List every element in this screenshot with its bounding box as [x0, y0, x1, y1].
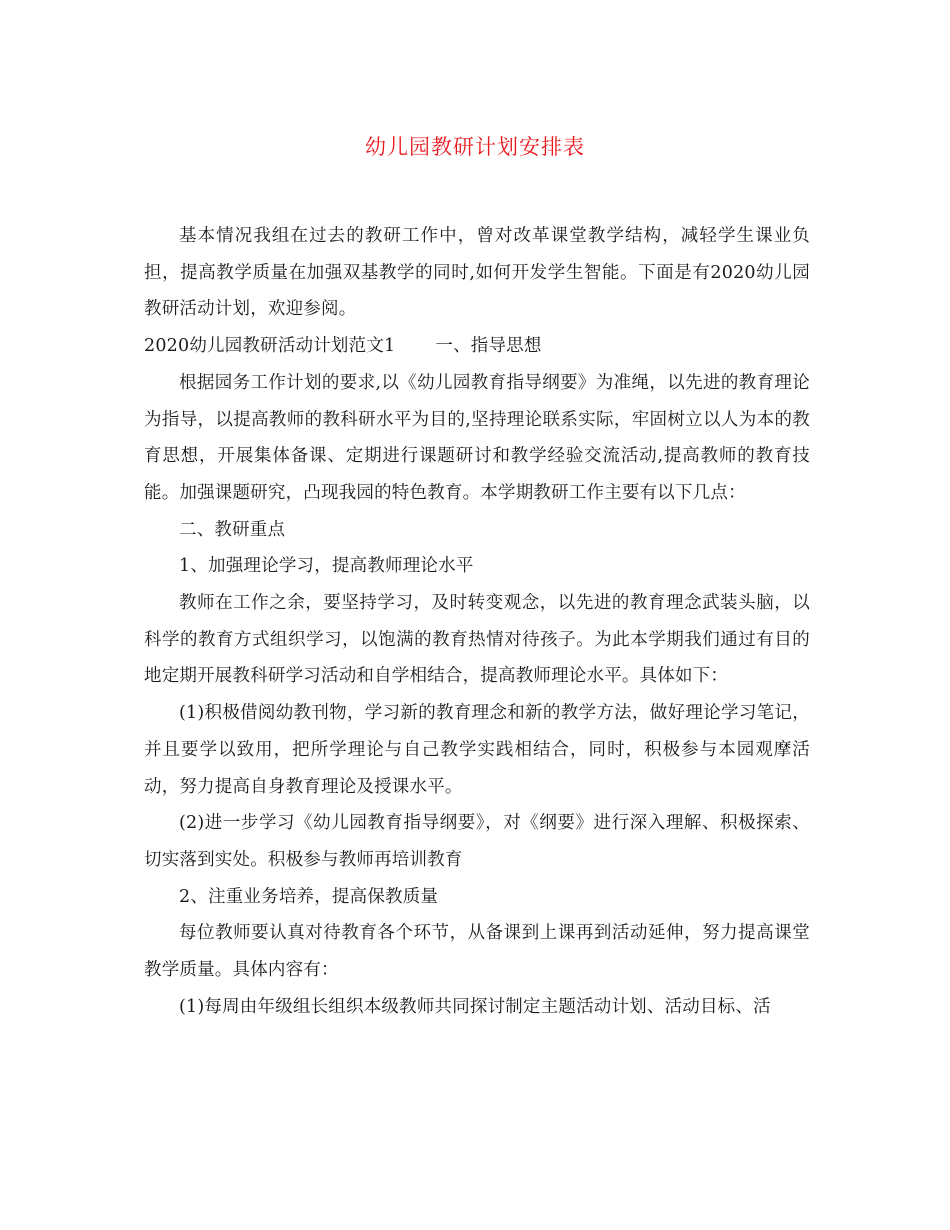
subheading-theory-study: 1、加强理论学习，提高教师理论水平: [179, 556, 474, 577]
list-item: (2)进一步学习《幼儿园教育指导纲要》，对《纲要》进行深入理解、积极探索、切实落到实处。积极参与教师再培训教育: [144, 813, 810, 870]
sample-title: 2020幼儿园教研活动计划范文1: [144, 336, 396, 357]
subheading-business-training: 2、注重业务培养，提高保教质量: [179, 886, 439, 907]
section-heading-guiding-thought: 一、指导思想: [435, 336, 542, 357]
sample-heading-line: [144, 328, 810, 365]
list-item: (1)积极借阅幼教刊物，学习新的教育理念和新的教学方法，做好理论学习笔记，并且要学以致用，把所学理论与自己教学实践相结合，同时，积极参与本园观摩活动，努力提高自身教育理论及授课水平。: [144, 703, 810, 797]
document-title: 幼儿园教研计划安排表: [365, 135, 585, 159]
list-item: (1)每周由年级组长组织本级教师共同探讨制定主题活动计划、活动目标、活: [179, 996, 771, 1017]
theory-study-paragraph: 教师在工作之余，要坚持学习，及时转变观念，以先进的教育理念武装头脑，以科学的教育方式组织学习，以饱满的教育热情对待孩子。为此本学期我们通过有目的地定期开展教科研学习活动和自学相结合，提高教师理论水平。具体如下：: [144, 593, 810, 687]
guiding-thought-paragraph: 根据园务工作计划的要求,以《幼儿园教育指导纲要》为准绳，以先进的教育理论为指导，以提高教师的教科研水平为目的,坚持理论联系实际，牢固树立以人为本的教育思想，开展集体备课、定期进行课题研讨和教学经验交流活动,提高教师的教育技能。加强课题研究，凸现我园的特色教育。本学期教研工作主要有以下几点：: [144, 372, 810, 503]
section-heading-key-points: 二、教研重点: [179, 519, 286, 540]
intro-paragraph: 基本情况我组在过去的教研工作中，曾对改革课堂教学结构，减轻学生课业负担，提高教学质量在加强双基教学的同时,如何开发学生智能。下面是有2020幼儿园教研活动计划，欢迎参阅。: [144, 226, 810, 320]
document-body: [144, 218, 810, 1025]
business-training-paragraph: 每位教师要认真对待教育各个环节，从备课到上课再到活动延伸，努力提高课堂教学质量。具体内容有：: [144, 923, 810, 981]
